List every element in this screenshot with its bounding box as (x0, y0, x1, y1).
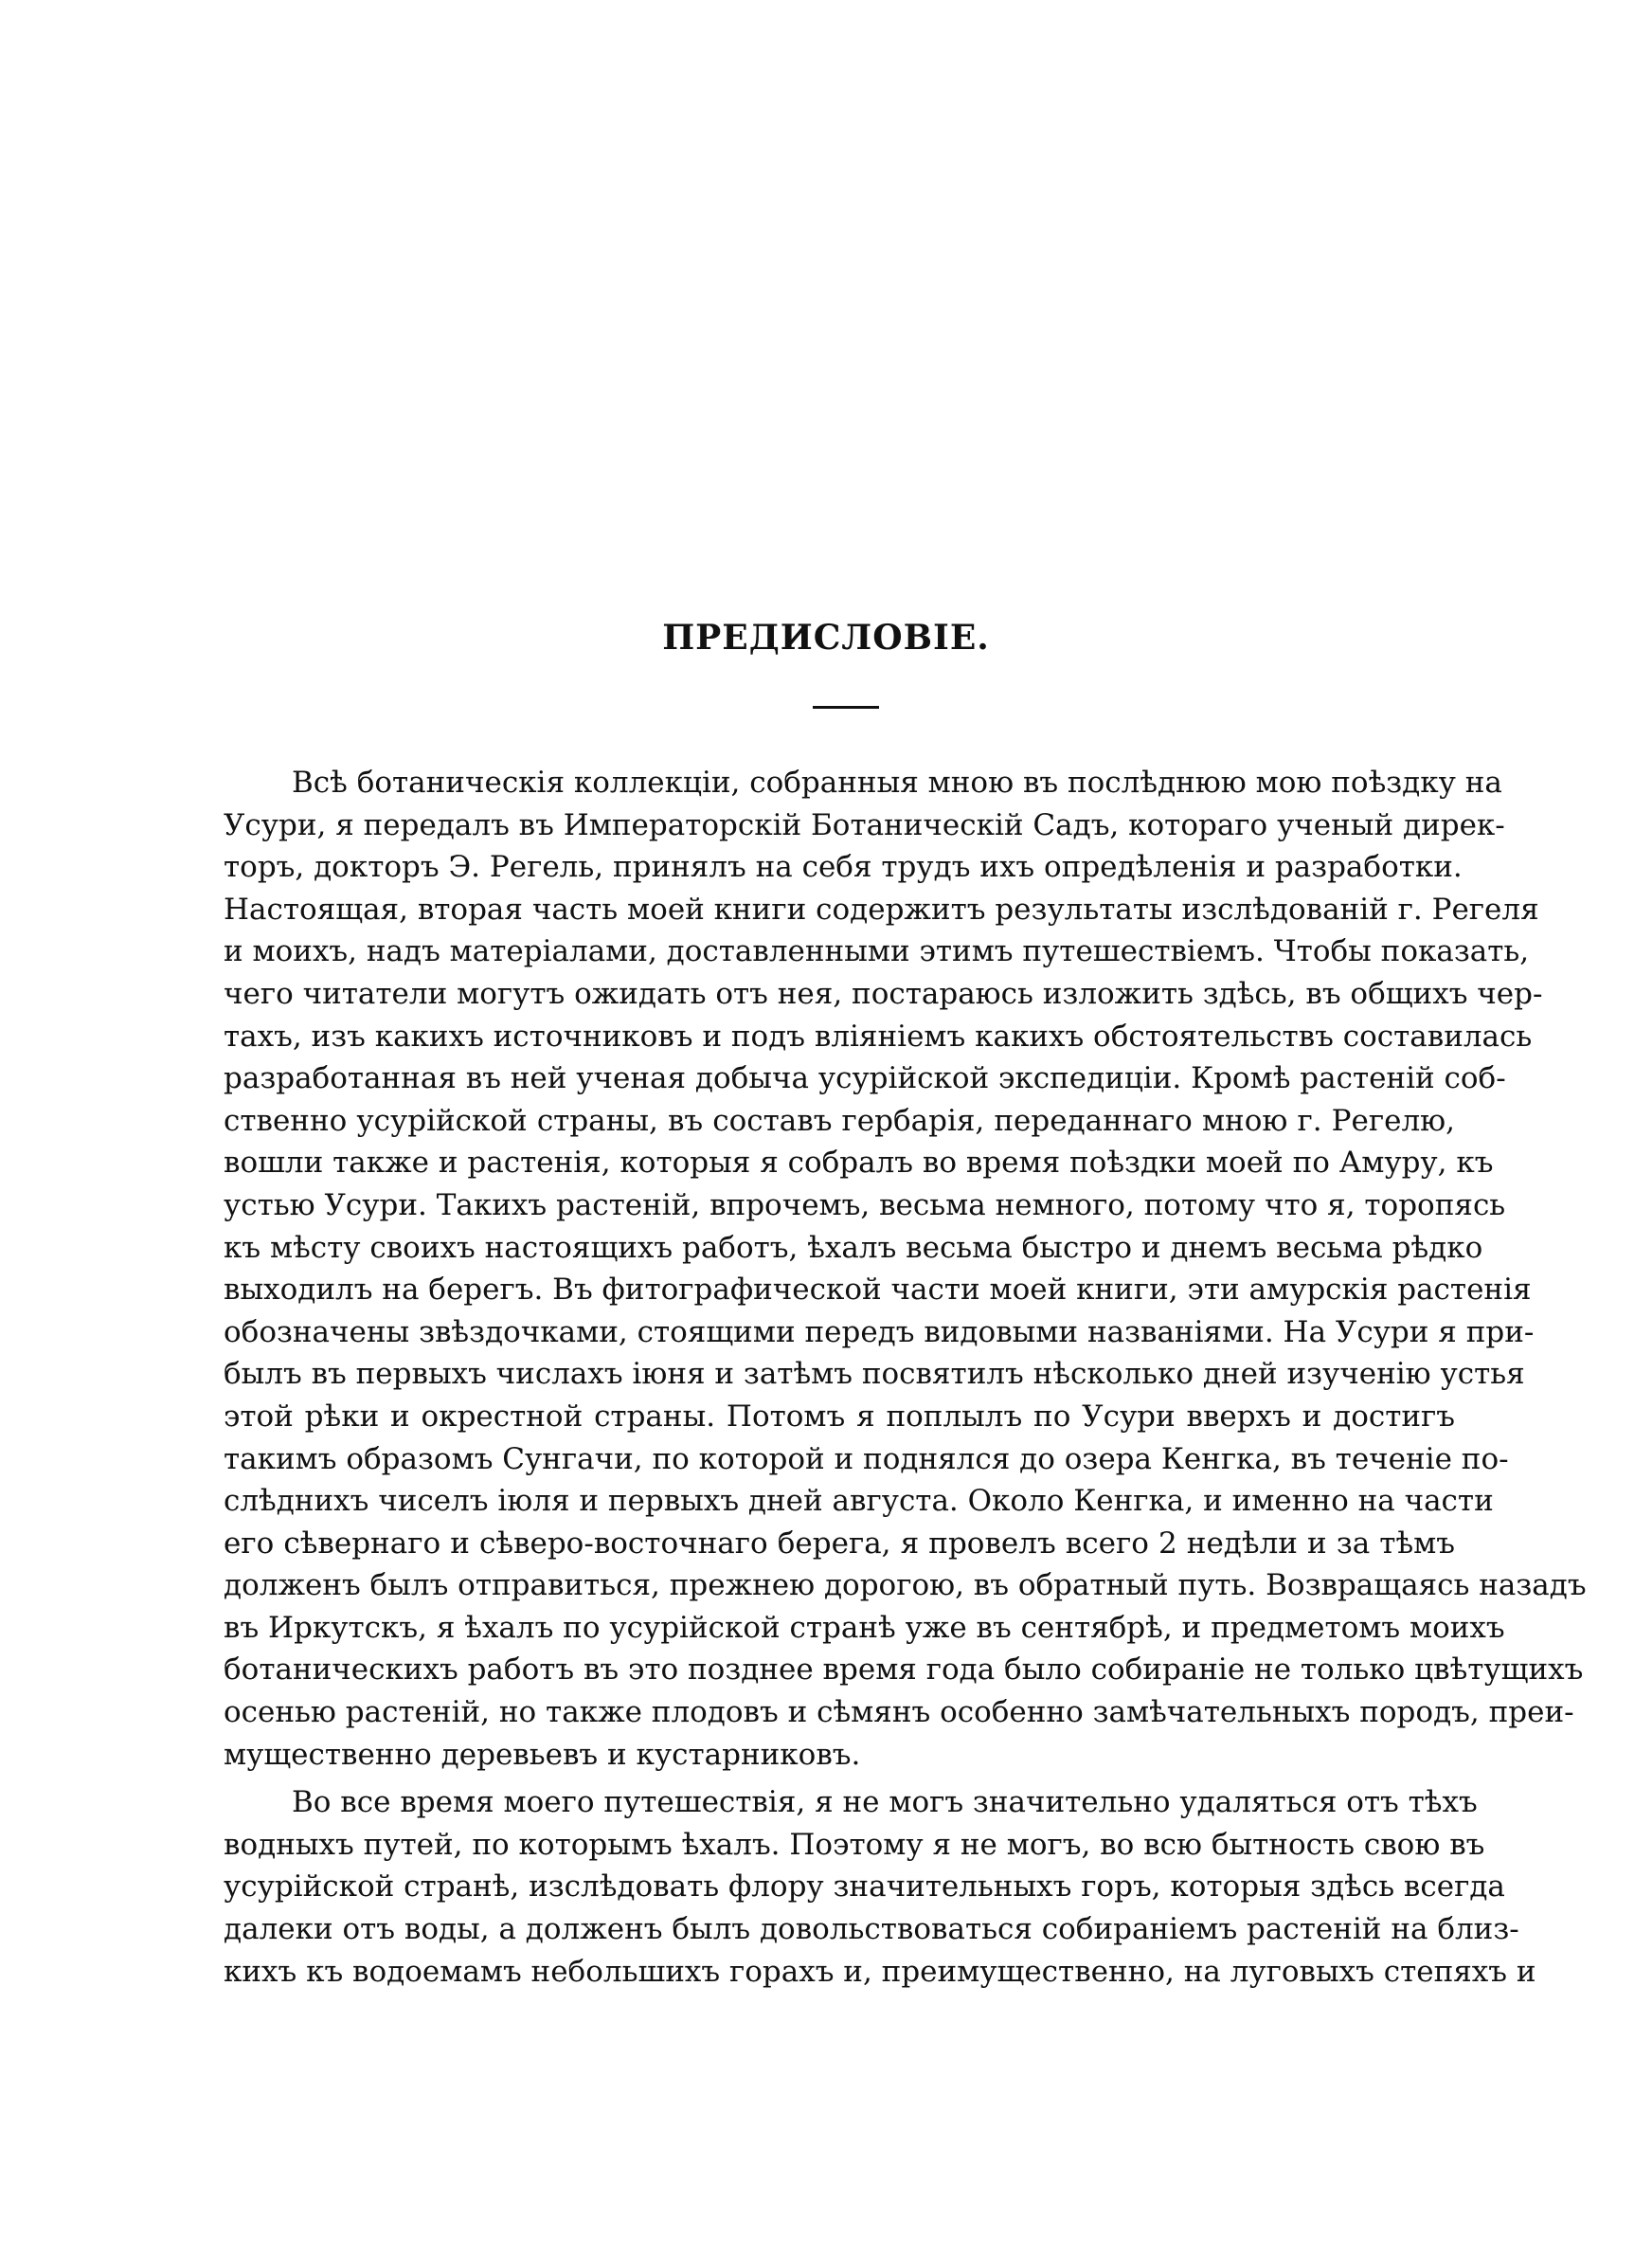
text-line: былъ въ первыхъ числахъ іюня и затѣмъ посвятилъ нѣсколько дней изученію устья (224, 1357, 1525, 1392)
text-line: усурійской странѣ, изслѣдовать флору значительныхъ горъ, которыя здѣсь всегда (224, 1869, 1505, 1905)
text-line: водныхъ путей, по которымъ ѣхалъ. Поэтому я не могъ, во всю бытность свою въ (224, 1827, 1485, 1862)
text-line: вошли также и растенія, которыя я собралъ во время поѣздки моей по Амуру, къ (224, 1146, 1494, 1181)
text-line: тахъ, изъ какихъ источниковъ и подъ вліяніемъ какихъ обстоятельствъ составилась (224, 1019, 1533, 1054)
text-line: такимъ образомъ Сунгачи, по которой и поднялся до озера Кенгка, въ теченіе по- (224, 1441, 1509, 1476)
text-line: его сѣвернаго и сѣверо-восточнаго берега, я провелъ всего 2 недѣли и за тѣмъ (224, 1526, 1455, 1561)
text-line: устью Усури. Такихъ растеній, впрочемъ, весьма немного, потому что я, торопясь (224, 1187, 1506, 1222)
page-title: ПРЕДИСЛОВІЕ. (662, 618, 990, 658)
text-line: обозначены звѣздочками, стоящими передъ видовыми названіями. На Усури я при- (224, 1314, 1535, 1349)
body-text (224, 762, 1587, 1993)
text-line: Усури, я передалъ въ Императорскій Ботаническій Садъ, котораго ученый дирек- (224, 807, 1505, 842)
text-line: и моихъ, надъ матеріалами, доставленными этимъ путешествіемъ. Чтобы показать, (224, 934, 1530, 969)
text-line: осенью растеній, но также плодовъ и сѣмянъ особенно замѣчательныхъ породъ, преи- (224, 1695, 1574, 1730)
text-line: мущественно деревьевъ и кустарниковъ. (224, 1737, 861, 1772)
text-line: этой рѣки и окрестной страны. Потомъ я поплылъ по Усури вверхъ и достигъ (224, 1399, 1455, 1434)
paragraph (224, 1781, 1536, 1993)
text-line: чего читатели могутъ ожидать отъ нея, постараюсь изложить здѣсь, въ общихъ чер- (224, 976, 1543, 1011)
text-line: выходилъ на берегъ. Въ фитографической части моей книги, эти амурскія растенія (224, 1273, 1532, 1308)
text-line: кихъ къ водоемамъ небольшихъ горахъ и, преимущественно, на луговыхъ степяхъ и (224, 1954, 1536, 1989)
text-line: долженъ былъ отправиться, прежнею дорогою, въ обратный путь. Возвращаясь назадъ (224, 1568, 1587, 1603)
text-line: ботаническихъ работъ въ это позднее время года было собираніе не только цвѣтущихъ (224, 1652, 1584, 1688)
text-line: разработанная въ ней ученая добыча усурійской экспедиціи. Кромѣ растеній соб- (224, 1061, 1506, 1096)
text-line: далеки отъ воды, а долженъ былъ довольствоваться собираніемъ растеній на близ- (224, 1912, 1519, 1947)
text-line: торъ, докторъ Э. Регель, принялъ на себя трудъ ихъ опредѣленія и разработки. (224, 850, 1463, 885)
paragraph (224, 762, 1587, 1776)
text-line: къ мѣсту своихъ настоящихъ работъ, ѣхалъ весьма быстро и днемъ весьма рѣдко (224, 1230, 1483, 1265)
text-line: Во все время моего путешествія, я не могъ значительно удаляться отъ тѣхъ (292, 1785, 1478, 1820)
text-line: ственно усурійской страны, въ составъ гербарія, переданнаго мною г. Регелю, (224, 1103, 1455, 1138)
text-line: слѣднихъ чиселъ іюля и первыхъ дней августа. Около Кенгка, и именно на части (224, 1484, 1494, 1519)
text-line: Настоящая, вторая часть моей книги содержитъ результаты изслѣдованій г. Регеля (224, 892, 1539, 927)
title-rule (813, 706, 879, 709)
text-line: Всѣ ботаническія коллекціи, собранныя мною въ послѣднюю мою поѣздку на (292, 766, 1502, 800)
text-line: въ Иркутскъ, я ѣхалъ по усурійской странѣ уже въ сентябрѣ, и предметомъ моихъ (224, 1610, 1505, 1645)
